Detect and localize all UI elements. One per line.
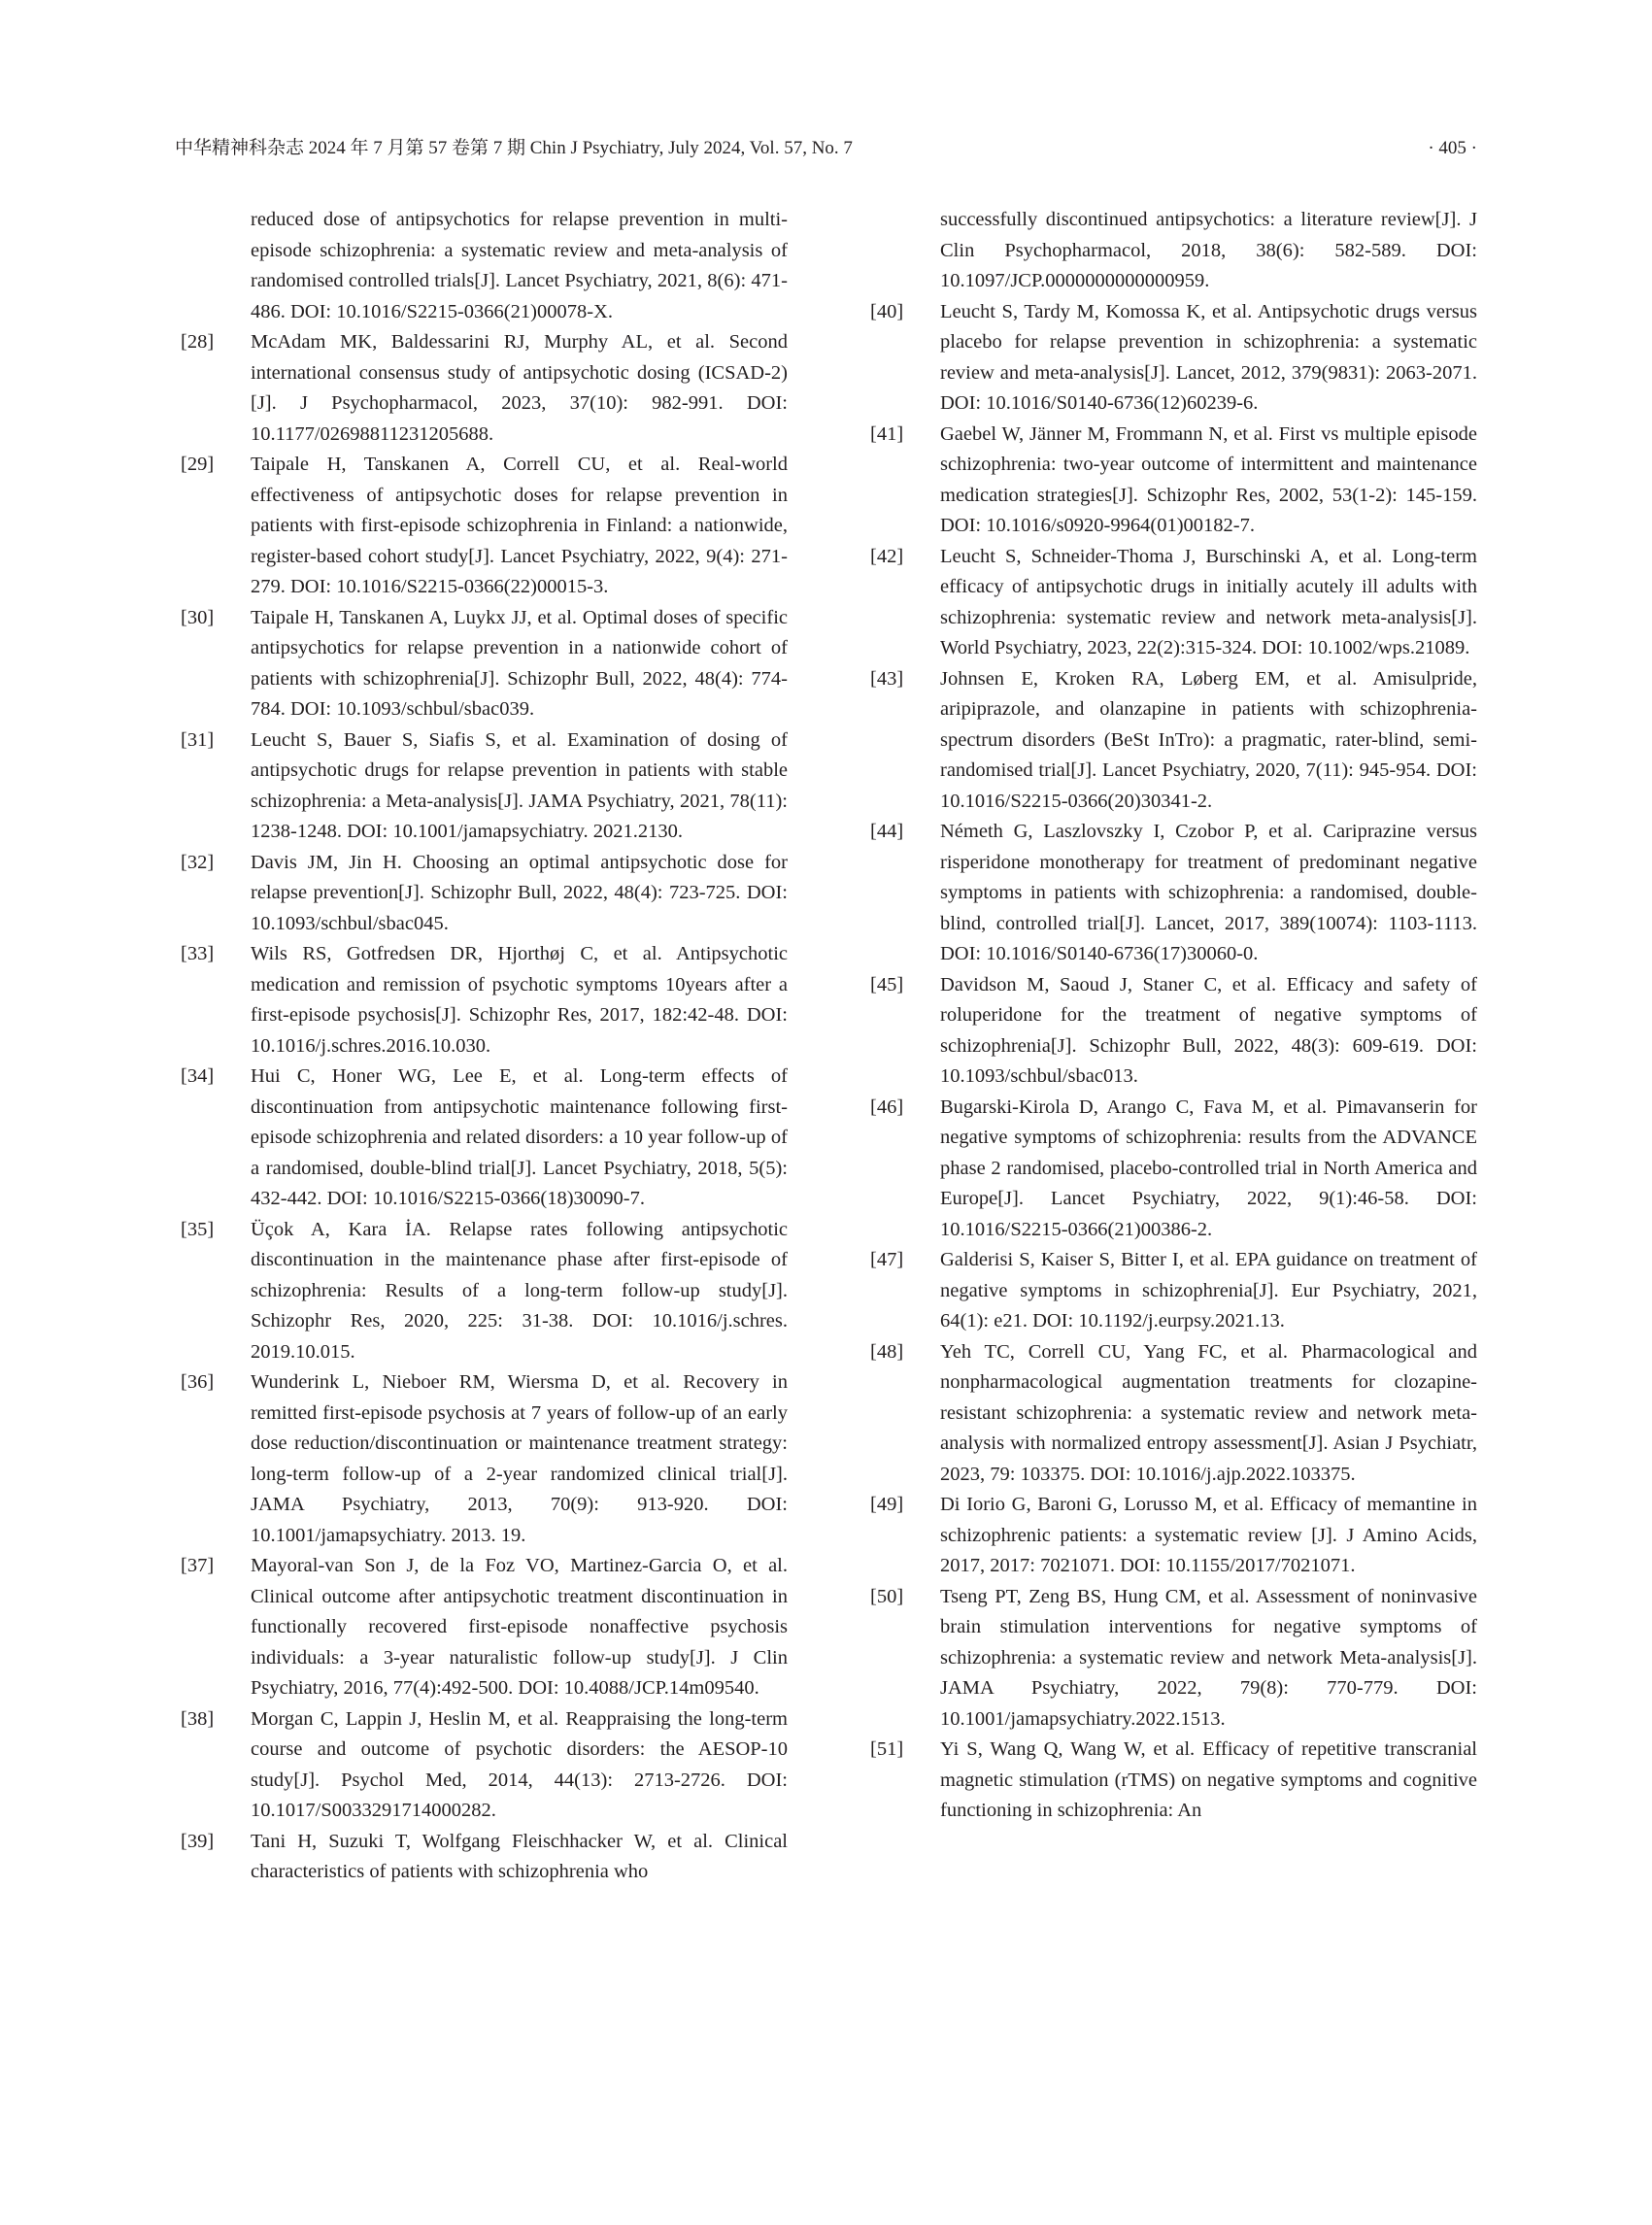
reference-text: Tani H, Suzuki T, Wolfgang Fleischhacker W, et al. Clinical characteristics of patients with schizophrenia who <box>251 1830 788 1882</box>
reference-number: [49] <box>870 1494 904 1515</box>
reference-item <box>870 297 1477 420</box>
reference-item <box>181 1704 788 1827</box>
reference-text: Németh G, Laszlovszky I, Czobor P, et al. Cariprazine versus risperidone monotherapy for treatment of predominant negative symptoms in patients with schizophrenia: a randomised, double-blind, controlled trial[J]. Lancet, 2017, 389(10074): 1103-1113. DOI: 10.1016/S0140-6736(17)30060-0. <box>940 821 1477 964</box>
page-number: · 405 · <box>1428 138 1477 158</box>
reference-text: Hui C, Honer WG, Lee E, et al. Long-term effects of discontinuation from antipsychotic maintenance following first-episode schizophrenia and related disorders: a 10 year follow-up of a randomised, double-blind trial[J]. Lancet Psychiatry, 2018, 5(5): 432-442. DOI: 10.1016/S2215-0366(18)30090-7. <box>251 1065 788 1209</box>
reference-text: Wils RS, Gotfredsen DR, Hjorthøj C, et al. Antipsychotic medication and remission of psychotic symptoms 10years after a first-episode psychosis[J]. Schizophr Res, 2017, 182:42-48. DOI: 10.1016/j.schres.2016.10.030. <box>251 943 788 1057</box>
running-title: 中华精神科杂志 2024 年 7 月第 57 卷第 7 期 Chin J Psychiatry, July 2024, Vol. 57, No. 7 <box>175 138 853 158</box>
reference-number: [34] <box>181 1065 215 1087</box>
reference-item <box>181 1551 788 1704</box>
reference-text: Yi S, Wang Q, Wang W, et al. Efficacy of repetitive transcranial magnetic stimulation (rTMS) on negative symptoms and cognitive functioning in schizophrenia: An <box>940 1738 1477 1821</box>
reference-text: Morgan C, Lappin J, Heslin M, et al. Reappraising the long-term course and outcome of psychotic disorders: the AESOP-10 study[J]. Psychol Med, 2014, 44(13): 2713-2726. DOI: 10.1017/S0033291714000282. <box>251 1707 788 1821</box>
reference-item <box>181 1215 788 1368</box>
reference-item <box>181 450 788 603</box>
reference-item <box>181 1367 788 1551</box>
reference-text: Taipale H, Tanskanen A, Correll CU, et al. Real-world effectiveness of antipsychotic doses for relapse prevention in patients with first-episode schizophrenia in Finland: a nationwide, register-based cohort study[J]. Lancet Psychiatry, 2022, 9(4): 271-279. DOI: 10.1016/S2215-0366(22)00015-3. <box>251 454 788 597</box>
reference-list <box>870 297 1477 1827</box>
right-column <box>870 205 1477 1827</box>
reference-item <box>870 1245 1477 1337</box>
reference-number: [38] <box>181 1707 215 1730</box>
reference-text: Davis JM, Jin H. Choosing an optimal antipsychotic dose for relapse prevention[J]. Schizophr Bull, 2022, 48(4): 723-725. DOI: 10.1093/schbul/sbac045. <box>251 851 788 934</box>
reference-number: [35] <box>181 1218 215 1240</box>
reference-number: [40] <box>870 300 904 322</box>
reference-item <box>870 542 1477 664</box>
reference-text: McAdam MK, Baldessarini RJ, Murphy AL, et al. Second international consensus study of antipsychotic dosing (ICSAD-2) [J]. J Psychopharmacol, 2023, 37(10): 982-991. DOI: 10.1177/02698811231205688. <box>251 331 788 445</box>
reference-text: Galderisi S, Kaiser S, Bitter I, et al. EPA guidance on treatment of negative symptoms in schizophrenia[J]. Eur Psychiatry, 2021, 64(1): e21. DOI: 10.1192/j.eurpsy.2021.13. <box>940 1249 1477 1332</box>
reference-number: [47] <box>870 1249 904 1270</box>
reference-text: Yeh TC, Correll CU, Yang FC, et al. Pharmacological and nonpharmacological augmentation treatments for clozapine-resistant schizophrenia: a systematic review and network meta-analysis with normalized entropy assessment[J]. Asian J Psychiatr, 2023, 79: 103375. DOI: 10.1016/j.ajp.2022.103375. <box>940 1340 1477 1485</box>
reference-text: Taipale H, Tanskanen A, Luykx JJ, et al. Optimal doses of specific antipsychotics for relapse prevention in a nationwide cohort of patients with schizophrenia[J]. Schizophr Bull, 2022, 48(4): 774-784. DOI: 10.1093/schbul/sbac039. <box>251 606 788 720</box>
reference-number: [50] <box>870 1585 904 1607</box>
reference-continuation <box>870 205 1477 297</box>
reference-item <box>870 817 1477 970</box>
reference-item <box>870 1735 1477 1827</box>
reference-number: [42] <box>870 545 904 567</box>
reference-text: Johnsen E, Kroken RA, Løberg EM, et al. Amisulpride, aripiprazole, and olanzapine in patients with schizophrenia-spectrum disorders (BeSt InTro): a pragmatic, rater-blind, semi-randomised trial[J]. Lancet Psychiatry, 2020, 7(11): 945-954. DOI: 10.1016/S2215-0366(20)30341-2. <box>940 667 1477 812</box>
reference-number: [46] <box>870 1096 904 1118</box>
reference-item <box>870 664 1477 818</box>
reference-item <box>870 1490 1477 1582</box>
reference-text: Tseng PT, Zeng BS, Hung CM, et al. Assessment of noninvasive brain stimulation interventions for negative symptoms of schizophrenia: a systematic review and network Meta-analysis[J]. JAMA Psychiatry, 2022, 79(8): 770-779. DOI: 10.1001/jamapsychiatry.2022.1513. <box>940 1585 1477 1730</box>
reference-item <box>870 970 1477 1093</box>
reference-item <box>181 848 788 940</box>
reference-item <box>181 1827 788 1888</box>
reference-number: [44] <box>870 821 904 842</box>
reference-number: [37] <box>181 1555 215 1576</box>
reference-number: [28] <box>181 331 215 353</box>
reference-number: [30] <box>181 606 215 628</box>
reference-item <box>870 420 1477 542</box>
reference-number: [43] <box>870 667 904 690</box>
left-column <box>181 205 788 1888</box>
reference-number: [36] <box>181 1371 215 1393</box>
reference-text: Üçok A, Kara İA. Relapse rates following antipsychotic discontinuation in the maintenance phase after first-episode of schizophrenia: Results of a long-term follow-up study[J]. Schizophr Res, 2020, 225: 31-38. DOI: 10.1016/j.schres. 2019.10.015. <box>251 1218 788 1363</box>
reference-text: Bugarski-Kirola D, Arango C, Fava M, et al. Pimavanserin for negative symptoms of schizophrenia: results from the ADVANCE phase 2 randomised, placebo-controlled trial in North America and Europe[J]. Lancet Psychiatry, 2022, 9(1):46-58. DOI: 10.1016/S2215-0366(21)00386-2. <box>940 1096 1477 1240</box>
reference-number: [31] <box>181 728 215 751</box>
reference-item <box>870 1337 1477 1491</box>
reference-text: Davidson M, Saoud J, Staner C, et al. Efficacy and safety of roluperidone for the treatment of negative symptoms of schizophrenia[J]. Schizophr Bull, 2022, 48(3): 609-619. DOI: 10.1093/schbul/sbac013. <box>940 973 1477 1087</box>
reference-text: Di Iorio G, Baroni G, Lorusso M, et al. Efficacy of memantine in schizophrenic patients: a systematic review [J]. J Amino Acids, 2017, 2017: 7021071. DOI: 10.1155/2017/7021071. <box>940 1494 1477 1576</box>
reference-number: [39] <box>181 1830 215 1852</box>
reference-item <box>181 725 788 848</box>
reference-text: Wunderink L, Nieboer RM, Wiersma D, et al. Recovery in remitted first-episode psychosis at 7 years of follow-up of an early dose reduction/discontinuation or maintenance treatment strategy: long-term follow-up of a 2-year randomized clinical trial[J]. JAMA Psychiatry, 2013, 70(9): 913-920. DOI: 10.1001/jamapsychiatry. 2013. 19. <box>251 1371 788 1546</box>
reference-text: reduced dose of antipsychotics for relapse prevention in multi-episode schizophrenia: a systematic review and meta-analysis of randomised controlled trials[J]. Lancet Psychiatry, 2021, 8(6): 471-486. DOI: 10.1016/S2215-0366(21)00078-X. <box>251 209 788 322</box>
reference-list <box>181 327 788 1888</box>
reference-text: successfully discontinued antipsychotics: a literature review[J]. J Clin Psychopharmacol, 2018, 38(6): 582-589. DOI: 10.1097/JCP.0000000000000959. <box>940 209 1477 291</box>
reference-item <box>870 1582 1477 1736</box>
reference-number: [45] <box>870 973 904 995</box>
reference-text: Leucht S, Schneider-Thoma J, Burschinski A, et al. Long-term efficacy of antipsychotic drugs in initially acutely ill adults with schizophrenia: systematic review and network meta-analysis[J]. World Psychiatry, 2023, 22(2):315-324. DOI: 10.1002/wps.21089. <box>940 545 1477 658</box>
reference-text: Leucht S, Tardy M, Komossa K, et al. Antipsychotic drugs versus placebo for relapse prevention in schizophrenia: a systematic review and meta-analysis[J]. Lancet, 2012, 379(9831): 2063-2071. DOI: 10.1016/S0140-6736(12)60239-6. <box>940 300 1477 414</box>
reference-number: [32] <box>181 851 215 873</box>
reference-text: Mayoral-van Son J, de la Foz VO, Martinez-Garcia O, et al. Clinical outcome after antipsychotic treatment discontinuation in functionally recovered first-episode nonaffective psychosis individuals: a 3-year naturalistic follow-up study[J]. J Clin Psychiatry, 2016, 77(4):492-500. DOI: 10.4088/JCP.14m09540. <box>251 1555 788 1699</box>
reference-number: [33] <box>181 943 215 964</box>
reference-item <box>870 1093 1477 1246</box>
reference-continuation <box>181 205 788 327</box>
page-header <box>175 132 1477 165</box>
reference-number: [29] <box>181 454 215 475</box>
reference-number: [41] <box>870 422 904 445</box>
reference-number: [48] <box>870 1340 904 1363</box>
reference-item <box>181 603 788 725</box>
reference-item <box>181 327 788 450</box>
reference-item <box>181 939 788 1062</box>
reference-item <box>181 1062 788 1215</box>
reference-number: [51] <box>870 1738 904 1760</box>
reference-text: Gaebel W, Jänner M, Frommann N, et al. First vs multiple episode schizophrenia: two-year outcome of intermittent and maintenance medication strategies[J]. Schizophr Res, 2002, 53(1-2): 145-159. DOI: 10.1016/s0920-9964(01)00182-7. <box>940 422 1477 536</box>
reference-text: Leucht S, Bauer S, Siafis S, et al. Examination of dosing of antipsychotic drugs for relapse prevention in patients with stable schizophrenia: a Meta-analysis[J]. JAMA Psychiatry, 2021, 78(11): 1238-1248. DOI: 10.1001/jamapsychiatry. 2021.2130. <box>251 728 788 842</box>
